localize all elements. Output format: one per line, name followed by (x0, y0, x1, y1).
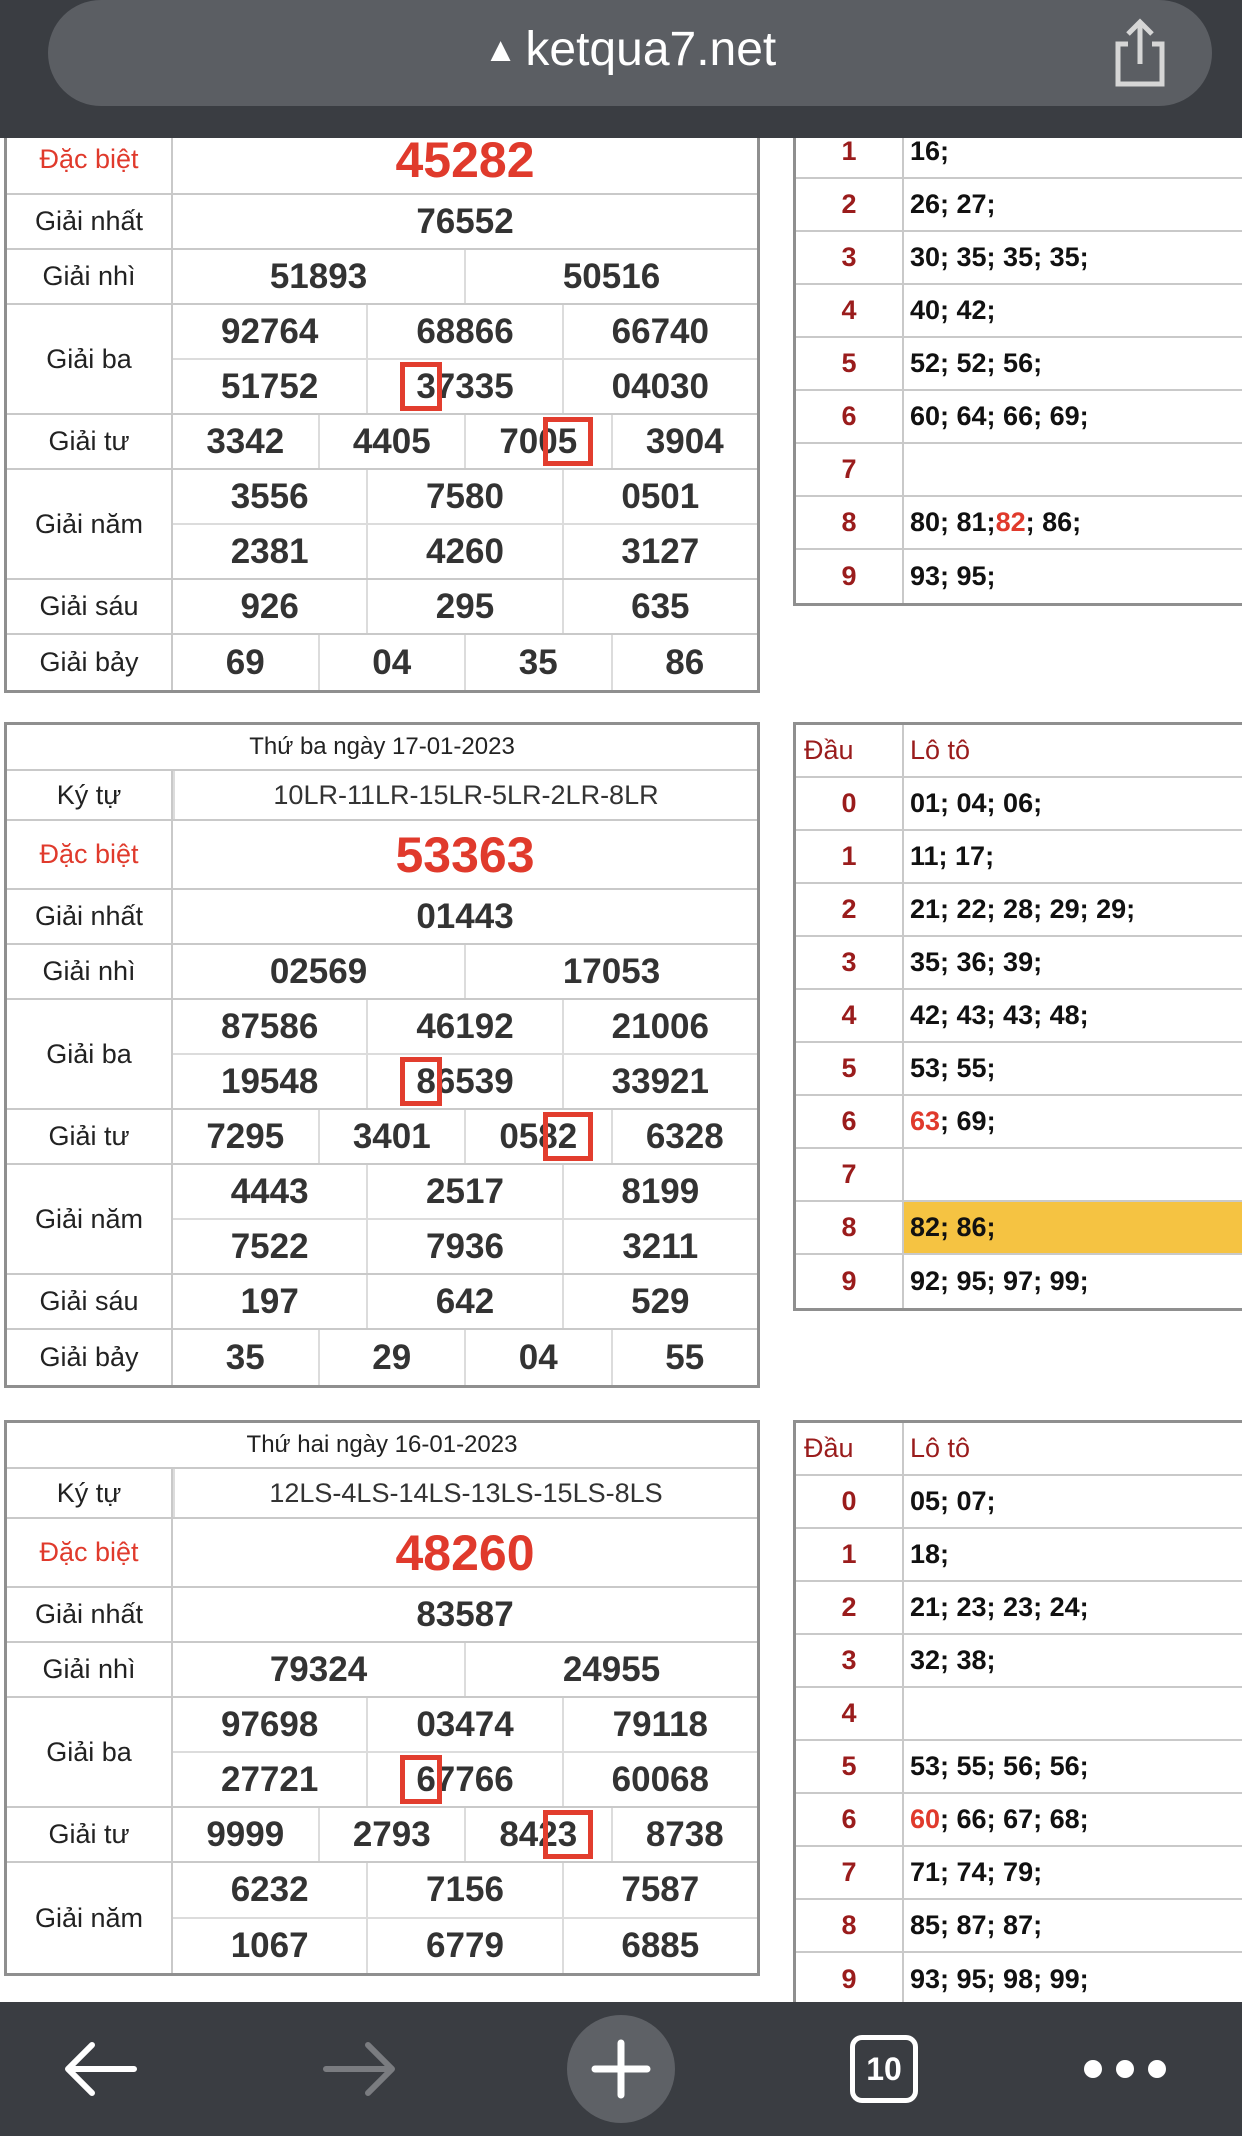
loto-values (904, 1953, 1242, 2002)
share-icon[interactable] (1110, 18, 1170, 88)
loto-head-digit: 6 (796, 1794, 904, 1845)
loto-number-text: 85; 87; 87; (910, 1910, 1043, 1940)
loto-head-digit: 4 (796, 990, 904, 1041)
new-tab-button[interactable] (566, 2002, 676, 2136)
prize-row (7, 415, 757, 470)
prize-number: 4443 (230, 1171, 309, 1211)
prize-label: Giải nhất (7, 890, 173, 943)
prize-number: 3127 (562, 525, 757, 578)
loto-values (904, 1202, 1242, 1253)
loto-values (904, 497, 1242, 548)
prize-number: 17053 (464, 945, 757, 998)
loto-head-digit: 4 (796, 1688, 904, 1739)
back-button[interactable] (50, 2002, 150, 2136)
prize-label: Giải tư (7, 1110, 173, 1163)
special-prize-number: 48260 (395, 1524, 535, 1581)
prize-label: Giải năm (7, 1863, 173, 1973)
loto-head-digit: 3 (796, 937, 904, 988)
prize-row (7, 138, 757, 195)
prize-number: 87586 (221, 1006, 319, 1046)
loto-row (796, 1476, 1242, 1529)
loto-head-digit: 4 (796, 285, 904, 336)
prize-label: Đặc biệt (7, 138, 173, 193)
prize-label: Giải nhì (7, 250, 173, 303)
prize-label: Đặc biệt (7, 1519, 173, 1586)
loto-row (796, 1043, 1242, 1096)
prize-row (7, 1275, 757, 1330)
loto-row (796, 1794, 1242, 1847)
prize-number: 50516 (464, 250, 757, 303)
loto-head-digit: 9 (796, 550, 904, 603)
loto-head-digit: 0 (796, 778, 904, 829)
loto-number-text: 92; 95; 97; 99; (910, 1266, 1089, 1296)
loto-head-digit: 0 (796, 1476, 904, 1527)
loto-head-digit: 7 (796, 1149, 904, 1200)
prize-row (7, 1519, 757, 1588)
prize-row (7, 1110, 757, 1165)
prize-number: 2517 (366, 1165, 561, 1218)
loto-head-digit: 5 (796, 1741, 904, 1792)
loto-number-text: ; 69; (940, 1106, 996, 1136)
prize-number: 55 (611, 1330, 758, 1385)
loto-head-digit: 9 (796, 1953, 904, 2002)
draw-date-header: Thứ ba ngày 17-01-2023 (7, 725, 757, 771)
prize-number: 7522 (230, 1226, 309, 1266)
prize-label: Giải nhất (7, 195, 173, 248)
loto-number-text: ; 66; 67; 68; (940, 1804, 1089, 1834)
prize-number: 51752 (221, 366, 319, 406)
prize-number: 2381 (230, 531, 309, 571)
loto-values (904, 550, 1242, 603)
prize-number: 529 (562, 1275, 757, 1328)
prize-label: Giải tư (7, 1808, 173, 1861)
loto-row (796, 1688, 1242, 1741)
prize-number: 35 (225, 1337, 265, 1377)
prize-number: 9999 (206, 1814, 285, 1854)
loto-head-digit: 6 (796, 391, 904, 442)
prize-number: 4405 (318, 415, 465, 468)
loto-row (796, 1202, 1242, 1255)
prize-number: 0582 (464, 1110, 611, 1163)
loto-head-digit: 7 (796, 1847, 904, 1898)
prize-number: 3904 (611, 415, 758, 468)
prize-number: 7936 (366, 1220, 561, 1273)
loto-hit-number: 63 (910, 1106, 941, 1136)
loto-table (793, 138, 1242, 606)
prize-number: 6885 (562, 1919, 757, 1973)
loto-table (793, 1420, 1242, 2002)
loto-values (904, 1255, 1242, 1308)
loto-number-text: 30; 35; 35; 35; (910, 242, 1089, 272)
loto-values (904, 1582, 1242, 1633)
prize-row (7, 1588, 757, 1643)
loto-head-digit: 2 (796, 1582, 904, 1633)
prize-row (7, 945, 757, 1000)
prize-row (7, 890, 757, 945)
loto-values (904, 285, 1242, 336)
loto-number-text: 16; (910, 138, 950, 166)
loto-row (796, 232, 1242, 285)
prize-label: Giải ba (7, 305, 173, 413)
loto-row (796, 444, 1242, 497)
prize-row (7, 1863, 757, 1973)
prize-number: 7580 (366, 470, 561, 523)
loto-number-text: 80; 81; (910, 507, 996, 537)
loto-head-digit: 7 (796, 444, 904, 495)
loto-number-text: 26; 27; (910, 189, 996, 219)
prize-number: 37335 (366, 360, 561, 413)
prize-number: 04030 (562, 360, 757, 413)
prize-label: Giải sáu (7, 1275, 173, 1328)
loto-head-digit: 6 (796, 1096, 904, 1147)
prize-number: 6328 (611, 1110, 758, 1163)
prize-row (7, 250, 757, 305)
loto-head-digit: 8 (796, 1202, 904, 1253)
highlight-box (543, 417, 593, 466)
prize-number: 8199 (562, 1165, 757, 1218)
loto-head-digit: 2 (796, 179, 904, 230)
forward-arrow-icon (320, 2039, 400, 2099)
prize-number: 97698 (221, 1704, 319, 1744)
loto-values (904, 1529, 1242, 1580)
loto-table (793, 722, 1242, 1311)
prize-number: 295 (366, 580, 561, 633)
loto-values (904, 1900, 1242, 1951)
prize-label: Giải ba (7, 1698, 173, 1806)
loto-head-digit: 3 (796, 1635, 904, 1686)
loto-values (904, 1096, 1242, 1147)
loto-row (796, 884, 1242, 937)
loto-values (904, 831, 1242, 882)
loto-row (796, 1096, 1242, 1149)
prize-row (7, 580, 757, 635)
prize-number: 86539 (366, 1055, 561, 1108)
loto-number-text: 82; 86; (910, 1212, 996, 1242)
prize-label: Giải nhì (7, 945, 173, 998)
loto-number-text: 93; 95; 98; 99; (910, 1964, 1089, 1994)
special-prize-number: 53363 (395, 826, 535, 883)
prize-row (7, 470, 757, 580)
prize-number: 33921 (562, 1055, 757, 1108)
forward-button[interactable] (310, 2002, 410, 2136)
draw-date-header: Thứ hai ngày 16-01-2023 (7, 1423, 757, 1469)
loto-number-text: 53; 55; (910, 1053, 996, 1083)
loto-row (796, 391, 1242, 444)
loto-values (904, 937, 1242, 988)
loto-row (796, 1741, 1242, 1794)
prize-number: 66740 (562, 305, 757, 358)
loto-number-text: ; 86; (1025, 507, 1082, 537)
loto-row (796, 990, 1242, 1043)
loto-head-digit: 1 (796, 831, 904, 882)
prize-number: 635 (562, 580, 757, 633)
loto-number-text: 01; 04; 06; (910, 788, 1043, 818)
results-table (4, 1420, 760, 1976)
code-value: 12LS-4LS-14LS-13LS-15LS-8LS (173, 1469, 757, 1517)
loto-values (904, 1043, 1242, 1094)
prize-number: 24955 (464, 1643, 757, 1696)
loto-values (904, 444, 1242, 495)
prize-number: 67766 (366, 1753, 561, 1806)
prize-number: 01443 (416, 896, 514, 936)
prize-number: 86 (611, 635, 758, 690)
address-text (48, 22, 1212, 77)
loto-values-label: Lô tô (910, 1433, 971, 1463)
prize-number: 29 (318, 1330, 465, 1385)
loto-number-text: 71; 74; 79; (910, 1857, 1043, 1887)
prize-number: 7156 (366, 1863, 561, 1917)
loto-hit-number: 82 (995, 507, 1026, 537)
loto-number-text: 42; 43; 43; 48; (910, 1000, 1089, 1030)
loto-row (796, 285, 1242, 338)
prize-number: 642 (366, 1275, 561, 1328)
loto-values (904, 1741, 1242, 1792)
prize-row (7, 1165, 757, 1275)
loto-head-digit: 5 (796, 338, 904, 389)
loto-row (796, 937, 1242, 990)
prize-number: 1067 (230, 1926, 309, 1965)
prize-number: 04 (464, 1330, 611, 1385)
prize-label: Giải năm (7, 470, 173, 578)
prize-number: 3342 (206, 421, 285, 461)
browser-bottom-bar (0, 2002, 1242, 2136)
loto-number-text: 32; 38; (910, 1645, 996, 1675)
prize-number: 8423 (464, 1808, 611, 1861)
code-label: Ký tự (7, 771, 173, 819)
loto-row (796, 338, 1242, 391)
loto-head-digit: 9 (796, 1255, 904, 1308)
prize-label: Giải bảy (7, 635, 173, 690)
highlight-box (400, 362, 442, 411)
loto-head-digit: 1 (796, 1529, 904, 1580)
prize-number: 02569 (269, 951, 368, 991)
warning-icon: ▲ (483, 31, 518, 69)
more-menu-button[interactable] (1080, 2002, 1170, 2136)
prize-number: 69 (225, 642, 265, 682)
highlight-box (543, 1112, 593, 1161)
loto-row (796, 179, 1242, 232)
prize-row (7, 195, 757, 250)
prize-number: 83587 (416, 1594, 514, 1634)
address-bar[interactable] (48, 0, 1212, 106)
loto-row (796, 778, 1242, 831)
loto-number-text: 93; 95; (910, 561, 996, 591)
loto-values (904, 338, 1242, 389)
loto-row (796, 1149, 1242, 1202)
prize-number: 79324 (269, 1649, 368, 1689)
loto-number-text: 18; (910, 1539, 950, 1569)
loto-number-text: 11; 17; (910, 841, 995, 871)
prize-number: 21006 (562, 1000, 757, 1053)
loto-row (796, 831, 1242, 884)
prize-label: Đặc biệt (7, 821, 173, 888)
loto-number-text: 05; 07; (910, 1486, 996, 1516)
loto-row (796, 550, 1242, 603)
prize-number: 60068 (562, 1753, 757, 1806)
prize-number: 6779 (366, 1919, 561, 1973)
loto-header-row (796, 725, 1242, 778)
loto-number-text: 40; 42; (910, 295, 996, 325)
results-table (4, 722, 760, 1388)
prize-number: 68866 (366, 305, 561, 358)
url-label: ketqua7.net (525, 23, 777, 76)
loto-values (904, 179, 1242, 230)
code-label: Ký tự (7, 1469, 173, 1517)
prize-number: 79118 (562, 1698, 757, 1751)
prize-number: 3401 (318, 1110, 465, 1163)
prize-number: 46192 (366, 1000, 561, 1053)
loto-values (904, 884, 1242, 935)
loto-row (796, 497, 1242, 550)
prize-number: 7587 (562, 1863, 757, 1917)
loto-head-digit: 3 (796, 232, 904, 283)
loto-hit-number: 60 (910, 1804, 941, 1834)
code-row (7, 1469, 757, 1519)
loto-head-digit: 8 (796, 1900, 904, 1951)
prize-number: 2793 (318, 1808, 465, 1861)
loto-values (904, 1794, 1242, 1845)
prize-row (7, 1330, 757, 1385)
prize-number: 92764 (221, 311, 319, 351)
back-arrow-icon (60, 2039, 140, 2099)
prize-row (7, 1808, 757, 1863)
prize-row (7, 821, 757, 890)
loto-head-label: Đầu (796, 1423, 904, 1474)
tabs-button[interactable] (844, 2002, 924, 2136)
loto-values (904, 990, 1242, 1041)
loto-number-text: 60; 64; 66; 69; (910, 401, 1089, 431)
prize-number: 03474 (366, 1698, 561, 1751)
loto-head-label: Đầu (796, 725, 904, 776)
browser-top-bar (0, 0, 1242, 138)
loto-number-text: 52; 52; 56; (910, 348, 1043, 378)
loto-head-digit: 8 (796, 497, 904, 548)
prize-number: 35 (464, 635, 611, 690)
prize-number: 04 (318, 635, 465, 690)
loto-number-text: 21; 23; 23; 24; (910, 1592, 1089, 1622)
prize-number: 8738 (611, 1808, 758, 1861)
loto-values-label: Lô tô (910, 735, 971, 765)
loto-head-digit: 1 (796, 138, 904, 177)
loto-row (796, 138, 1242, 179)
highlight-box (543, 1810, 593, 1859)
prize-row (7, 1000, 757, 1110)
page-content (0, 138, 1242, 2002)
prize-number: 19548 (221, 1061, 319, 1101)
prize-label: Giải bảy (7, 1330, 173, 1385)
prize-row (7, 305, 757, 415)
prize-number: 3211 (562, 1220, 757, 1273)
loto-head-digit: 2 (796, 884, 904, 935)
prize-row (7, 1643, 757, 1698)
prize-label: Giải nhất (7, 1588, 173, 1641)
loto-row (796, 1635, 1242, 1688)
prize-number: 27721 (221, 1759, 319, 1799)
prize-number: 76552 (416, 201, 514, 241)
loto-values (904, 138, 1242, 177)
results-table (4, 138, 760, 693)
loto-number-text: 53; 55; 56; 56; (910, 1751, 1089, 1781)
plus-icon (567, 2015, 675, 2123)
loto-head-digit: 5 (796, 1043, 904, 1094)
loto-row (796, 1255, 1242, 1308)
loto-number-text: 35; 36; 39; (910, 947, 1043, 977)
highlight-box (400, 1057, 442, 1106)
loto-values (904, 1688, 1242, 1739)
loto-values (904, 232, 1242, 283)
prize-label: Giải sáu (7, 580, 173, 633)
loto-row (796, 1582, 1242, 1635)
code-row (7, 771, 757, 821)
prize-number: 926 (240, 586, 299, 626)
prize-label: Giải năm (7, 1165, 173, 1273)
highlight-box (400, 1755, 442, 1804)
prize-label: Giải tư (7, 415, 173, 468)
loto-values (904, 778, 1242, 829)
prize-number: 7295 (206, 1116, 285, 1156)
prize-number: 197 (240, 1281, 299, 1321)
loto-values (904, 1149, 1242, 1200)
special-prize-number: 45282 (395, 138, 535, 188)
loto-header-row (796, 1423, 1242, 1476)
prize-number: 3556 (230, 476, 309, 516)
loto-values (904, 1476, 1242, 1527)
prize-label: Giải ba (7, 1000, 173, 1108)
loto-values (904, 1847, 1242, 1898)
prize-number: 4260 (366, 525, 561, 578)
prize-number: 51893 (269, 256, 368, 296)
loto-number-text: 21; 22; 28; 29; 29; (910, 894, 1136, 924)
loto-values (904, 391, 1242, 442)
code-value: 10LR-11LR-15LR-5LR-2LR-8LR (173, 771, 757, 819)
prize-row (7, 1698, 757, 1808)
loto-row (796, 1847, 1242, 1900)
loto-values (904, 1635, 1242, 1686)
prize-label: Giải nhì (7, 1643, 173, 1696)
prize-number: 6232 (230, 1870, 309, 1909)
loto-row (796, 1953, 1242, 2002)
prize-row (7, 635, 757, 690)
tab-count-badge: 10 (850, 2035, 918, 2103)
prize-number: 7005 (464, 415, 611, 468)
prize-number: 0501 (562, 470, 757, 523)
loto-row (796, 1900, 1242, 1953)
more-dots-icon (1083, 2059, 1167, 2079)
loto-row (796, 1529, 1242, 1582)
